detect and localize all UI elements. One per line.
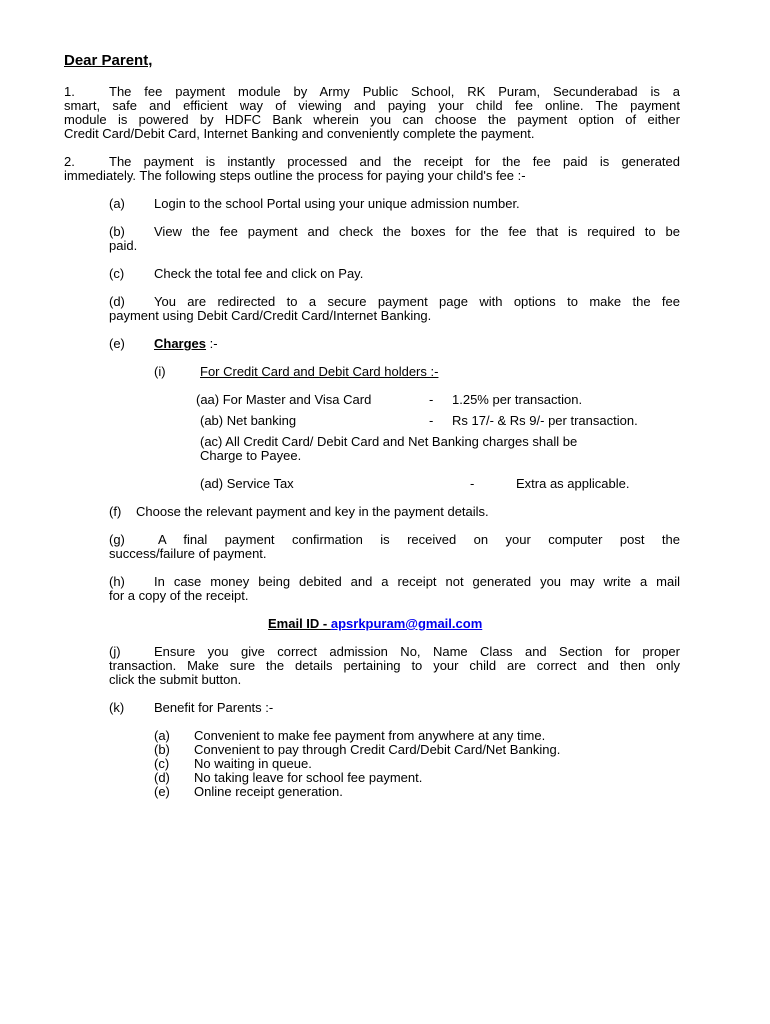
- step-j-text: Ensure you give correct admission No, Name Class and Section for proper: [154, 644, 680, 659]
- step-h-continuation: for a copy of the receipt.: [109, 588, 249, 603]
- charges-sub-title: For Credit Card and Debit Card holders :-: [200, 364, 439, 379]
- charge-ac-line1: (ac) All Credit Card/ Debit Card and Net Banking charges shall be: [200, 434, 578, 449]
- step-f-text: Choose the relevant payment and key in the payment details.: [136, 504, 489, 519]
- charge-ab-text: (ab) Net banking: [200, 413, 297, 428]
- step-g-text: A final payment confirmation is received on your computer post the: [158, 532, 680, 547]
- email-line: [268, 617, 482, 631]
- para2-line1: The payment is instantly processed and the receipt for the fee paid is generated: [109, 154, 680, 169]
- step-f-label: (f): [109, 504, 122, 519]
- benefit-text: No waiting in queue.: [194, 756, 312, 771]
- step-d-label: (d): [109, 294, 125, 309]
- step-a-label: (a): [109, 196, 125, 211]
- salutation: Dear Parent,: [64, 52, 153, 69]
- step-b-text: View the fee payment and check the boxes for the fee that is required to be: [154, 224, 680, 239]
- email-label: Email ID -: [268, 616, 331, 631]
- step-d-continuation: payment using Debit Card/Credit Card/Internet Banking.: [109, 308, 432, 323]
- para1-line1: The fee payment module by Army Public School, RK Puram, Secunderabad is a: [109, 84, 680, 99]
- step-c-text: Check the total fee and click on Pay.: [154, 266, 364, 281]
- step-g-continuation: success/failure of payment.: [109, 546, 267, 561]
- para1-line3: module is powered by HDFC Bank wherein you can choose the payment option of either: [64, 112, 680, 127]
- para1-number: 1.: [64, 84, 75, 99]
- step-h-label: (h): [109, 574, 125, 589]
- charge-aa-text: (aa) For Master and Visa Card: [196, 392, 372, 407]
- para2-line2: immediately. The following steps outline the process for paying your child's fee :-: [64, 168, 526, 183]
- step-c-label: (c): [109, 266, 125, 281]
- step-b-continuation: paid.: [109, 238, 138, 253]
- step-b-label: (b): [109, 224, 125, 239]
- benefit-label: (d): [154, 770, 170, 785]
- email-link[interactable]: apsrkpuram@gmail.com: [330, 616, 483, 631]
- charge-ad-dash: -: [470, 476, 475, 491]
- charges-suffix: :-: [206, 336, 218, 351]
- step-e-label: (e): [109, 336, 125, 351]
- step-g-label: (g): [109, 532, 125, 547]
- step-j-label: (j): [109, 644, 121, 659]
- step-k-label: (k): [109, 700, 125, 715]
- benefit-text: Convenient to make fee payment from anywhere at any time.: [194, 728, 546, 743]
- charge-ab-value: Rs 17/- & Rs 9/- per transaction.: [452, 413, 638, 428]
- charge-ad-text: (ad) Service Tax: [200, 476, 294, 491]
- charge-ad-value: Extra as applicable.: [516, 476, 630, 491]
- benefit-text: Convenient to pay through Credit Card/Debit Card/Net Banking.: [194, 742, 561, 757]
- para2-number: 2.: [64, 154, 75, 169]
- para1-line2: smart, safe and efficient way of viewing and paying your child fee online. The payment: [64, 98, 680, 113]
- para1-line4: Credit Card/Debit Card, Internet Banking and conveniently complete the payment.: [64, 126, 535, 141]
- charge-aa-value: 1.25% per transaction.: [452, 392, 583, 407]
- benefit-text: Online receipt generation.: [194, 784, 343, 799]
- step-j-continuation2: click the submit button.: [109, 672, 242, 687]
- charges-title: Charges: [154, 336, 207, 351]
- step-k-text: Benefit for Parents :-: [154, 700, 274, 715]
- step-j-continuation1: transaction. Make sure the details pertaining to your child are correct and then only: [109, 658, 680, 673]
- benefit-text: No taking leave for school fee payment.: [194, 770, 423, 785]
- step-d-text: You are redirected to a secure payment page with options to make the fee: [154, 294, 680, 309]
- step-h-text: In case money being debited and a receipt not generated you may write a mail: [154, 574, 680, 589]
- charge-aa-dash: -: [429, 392, 434, 407]
- charges-sub-label: (i): [154, 364, 166, 379]
- benefit-label: (a): [154, 728, 170, 743]
- charges-heading: [154, 337, 218, 351]
- charge-ab-dash: -: [429, 413, 434, 428]
- step-a-text: Login to the school Portal using your unique admission number.: [154, 196, 520, 211]
- charge-ac-line2: Charge to Payee.: [200, 448, 302, 463]
- benefit-label: (e): [154, 784, 170, 799]
- benefit-label: (c): [154, 756, 170, 771]
- benefit-label: (b): [154, 742, 170, 757]
